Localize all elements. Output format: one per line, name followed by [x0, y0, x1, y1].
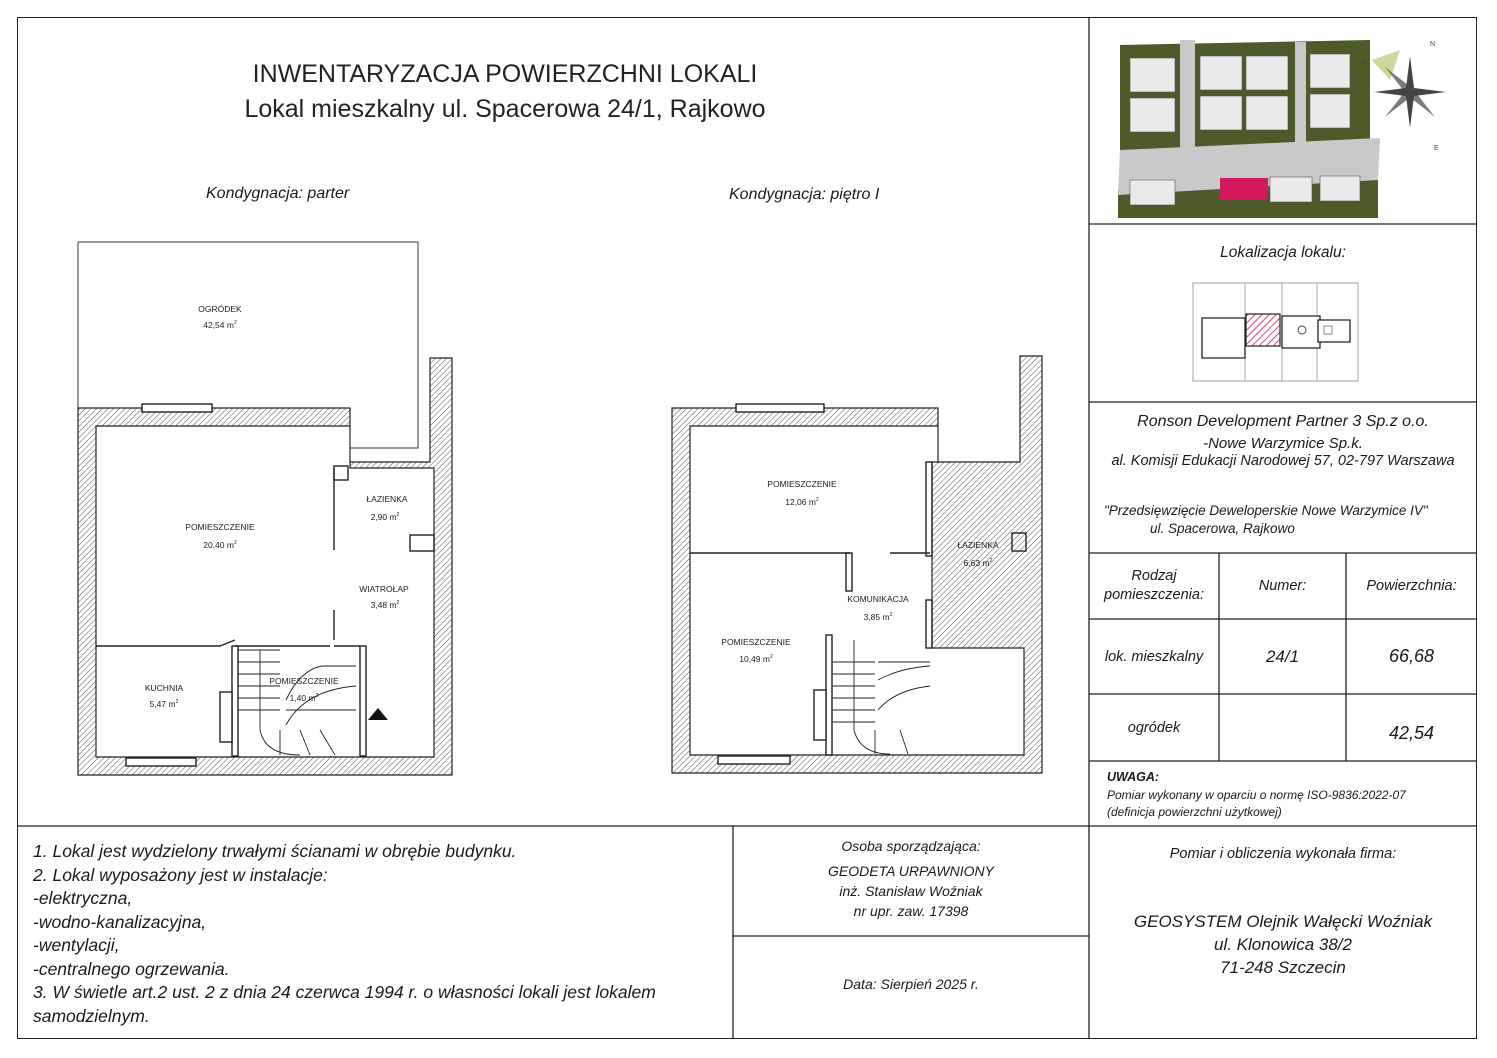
- first-floor-plan: [660, 350, 1060, 780]
- site-map: [1110, 30, 1470, 220]
- note-line: samodzielnym.: [33, 1005, 150, 1026]
- project-name: "Przedsięwzięcie Deweloperskie Nowe Warzymice IV": [1104, 503, 1428, 518]
- table-row-type: lok. mieszkalny: [1104, 648, 1204, 665]
- room-upper2-name: POMIESZCZENIE: [721, 637, 791, 647]
- table-header-area: Powierzchnia:: [1366, 578, 1457, 594]
- note-line: -elektryczna,: [33, 888, 133, 908]
- note-line: 3. W świetle art.2 ust. 2 z dnia 24 czerwca 1994 r. o własności lokali jest lokalem: [33, 982, 656, 1002]
- company-city: 71-248 Szczecin: [1220, 958, 1346, 977]
- notes-list: [33, 840, 656, 1028]
- room-upper2-area: 10,49 $m^2$: [739, 654, 773, 664]
- author-title: GEODETA URPAWNIONY: [828, 863, 994, 879]
- note-line: 2. Lokal wyposażony jest w instalacje:: [33, 864, 328, 885]
- author-license: nr upr. zaw. 17398: [853, 903, 969, 919]
- room-small-area: 1,40 $m^2$: [289, 693, 319, 703]
- note-line: -centralnego ogrzewania.: [33, 958, 230, 979]
- investor-name-2: -Nowe Warzymice Sp.k.: [1203, 435, 1363, 452]
- room-vestibule-name: WIATROŁAP: [359, 584, 409, 594]
- room-bath-area: 2,90 $m^2$: [370, 512, 400, 522]
- table-row-area: 66,68: [1388, 646, 1435, 666]
- room-main-area: 20,40 $m^2$: [203, 540, 237, 550]
- investor-address: al. Komisji Edukacji Narodowej 57, 02-797 Warszawa: [1111, 453, 1455, 469]
- compass-e: E: [1434, 145, 1439, 152]
- room-kitchen-area: 5,47 $m^2$: [149, 699, 179, 709]
- compass-n: N: [1430, 41, 1436, 48]
- room-garden-name: OGRÓDEK: [198, 304, 242, 314]
- company-street: ul. Klonowica 38/2: [1214, 935, 1352, 954]
- room-upper1-name: POMIESZCZENIE: [767, 479, 837, 489]
- room-corridor-area: 3,85 $m^2$: [863, 612, 893, 622]
- room-bath-name: ŁAZIENKA: [366, 494, 408, 504]
- remark-line1: Pomiar wykonany w oparciu o normę ISO-9836:2022-07: [1107, 788, 1406, 802]
- room-upper1-area: 12,06 $m^2$: [785, 497, 819, 507]
- location-schematic: [1190, 280, 1365, 385]
- room-vestibule-area: 3,48 $m^2$: [370, 600, 400, 610]
- note-line: -wodno-kanalizacyjna,: [33, 911, 207, 932]
- room-small-name: POMIESZCZENIE: [269, 676, 339, 686]
- remark-title: UWAGA:: [1107, 770, 1160, 784]
- sheet-subtitle: Lokal mieszkalny ul. Spacerowa 24/1, Rajkowo: [244, 95, 766, 123]
- table-row-area-2: 42,54: [1388, 723, 1435, 743]
- room-main-name: POMIESZCZENIE: [185, 522, 255, 532]
- author-label: Osoba sporządzająca:: [841, 838, 981, 854]
- company-name: GEOSYSTEM Olejnik Wałęcki Woźniak: [1133, 912, 1433, 931]
- sheet-title: INWENTARYZACJA POWIERZCHNI LOKALI: [252, 60, 758, 88]
- author-date: Data: Sierpień 2025 r.: [843, 976, 979, 992]
- table-row-number: 24/1: [1265, 646, 1300, 666]
- location-label: Lokalizacja lokalu:: [1220, 244, 1346, 261]
- room-kitchen-name: KUCHNIA: [144, 683, 184, 693]
- note-line: 1. Lokal jest wydzielony trwałymi ścianami w obrębie budynku.: [33, 841, 517, 861]
- author-name: inż. Stanisław Woźniak: [839, 883, 983, 899]
- project-address: ul. Spacerowa, Rajkowo: [1150, 521, 1295, 536]
- investor-name: Ronson Development Partner 3 Sp.z o.o.: [1137, 413, 1429, 430]
- room-upper-bath-area: 6,63 $m^2$: [963, 558, 993, 568]
- company-label: Pomiar i obliczenia wykonała firma:: [1169, 846, 1397, 862]
- table-row-number-2: [1219, 694, 1346, 761]
- table-header-type: Rodzaj pomieszczenia:: [1104, 568, 1204, 603]
- room-corridor-name: KOMUNIKACJA: [847, 594, 909, 604]
- note-line: -wentylacji,: [33, 935, 120, 955]
- room-garden-area: 42,54 $m^2$: [203, 320, 237, 330]
- remark-line2: (definicja powierzchni użytkowej): [1107, 805, 1282, 819]
- floor-label-first: Kondygnacja: piętro I: [729, 186, 880, 203]
- table-header-number: Numer:: [1258, 578, 1307, 594]
- room-upper-bath-name: ŁAZIENKA: [957, 540, 999, 550]
- compass-w: W: [1360, 59, 1367, 66]
- ground-floor-plan: [60, 230, 470, 790]
- floor-label-ground: Kondygnacja: parter: [206, 185, 350, 202]
- table-row-type-2: ogródek: [1127, 719, 1181, 736]
